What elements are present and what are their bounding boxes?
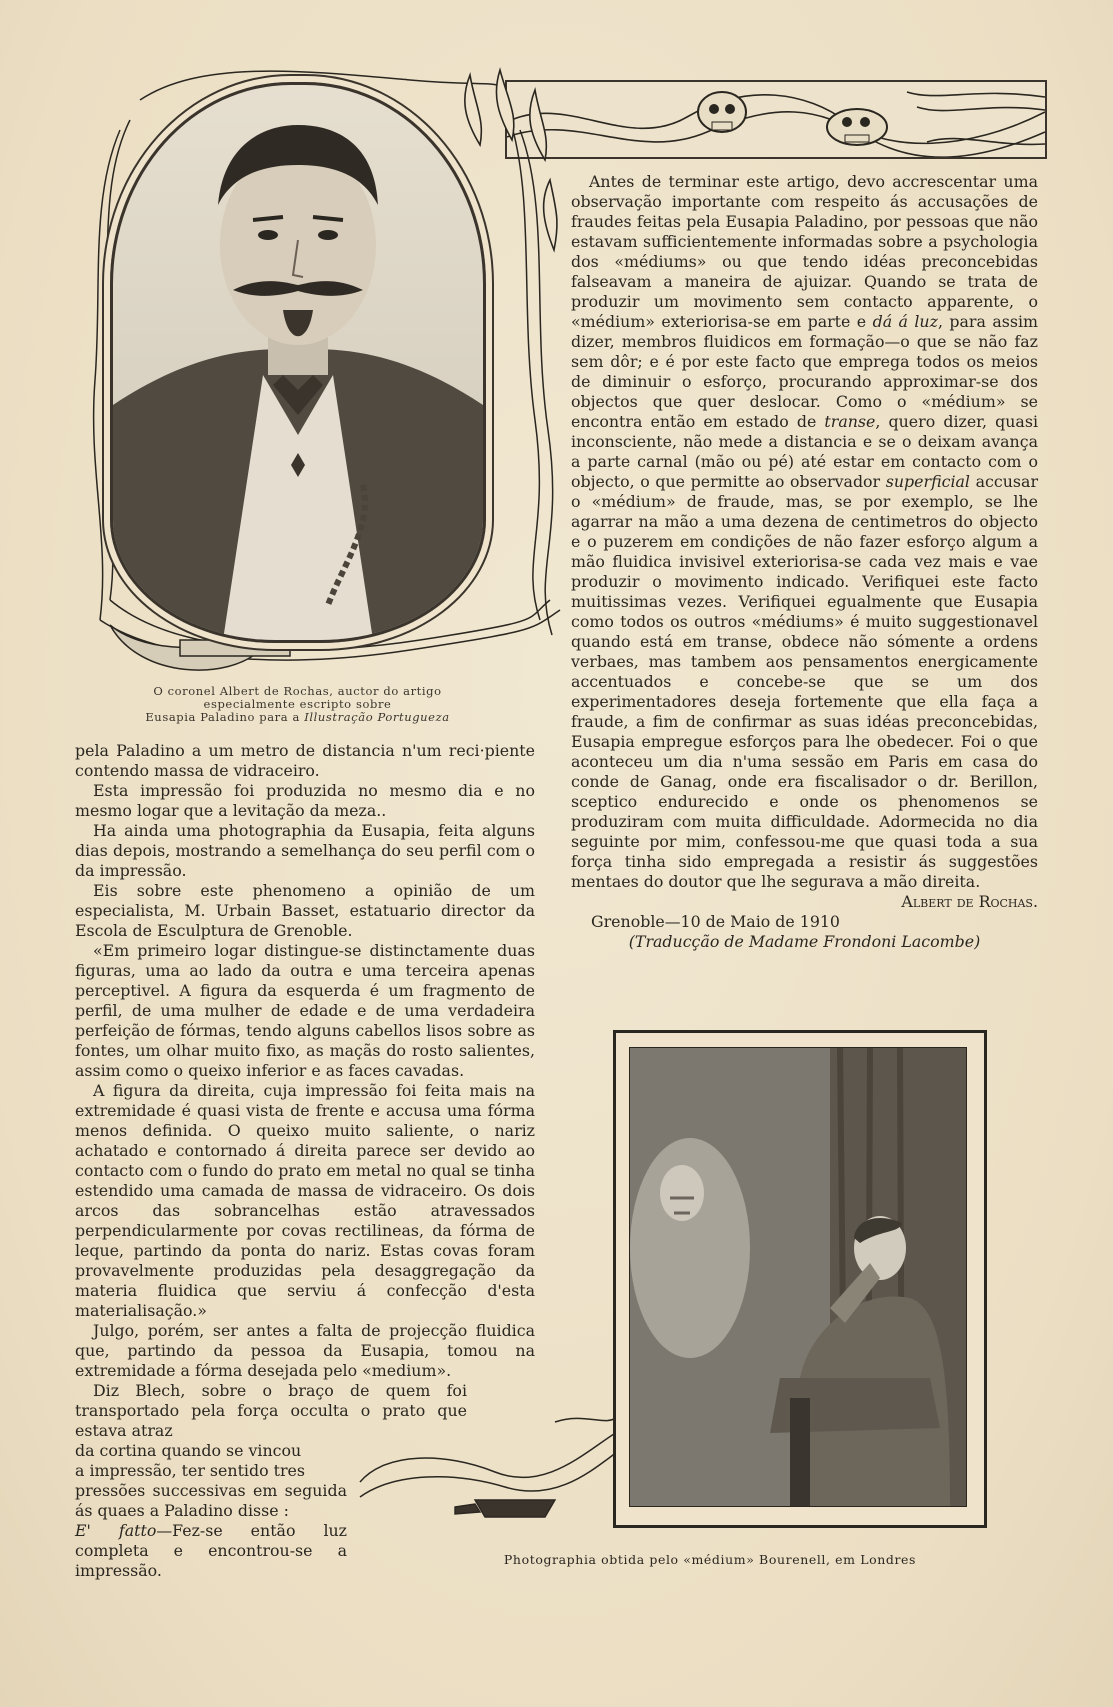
publication-name: Illustração Portugueza bbox=[304, 710, 450, 724]
paragraph-segment: Antes de terminar este artigo, devo accrescentar uma observação importante com respeito ás accusações de fraudes feitas pela Eusapia Paladino, por pessoas que não estavam sufficientemente informadas sobre a psychologia dos «médiums» ou que tendo idéas preconcebidas falseavam a maneira de ajuizar. Quando se trata de produzir um movimento sem contacto apparente, o «médium» exteriorisa-se em parte e bbox=[571, 172, 1038, 331]
bottom-ornament bbox=[355, 1412, 620, 1532]
caption-line: O coronel Albert de Rochas, auctor do artigo bbox=[153, 684, 442, 698]
author-signature: Albert de Rochas. bbox=[901, 892, 1038, 911]
photo-caption: Photographia obtida pelo «médium» Bourenell, em Londres bbox=[503, 1552, 917, 1567]
translation-credit: (Traducção de Madame Frondoni Lacombe) bbox=[628, 932, 981, 951]
paragraph-line: a impressão, ter sentido tres bbox=[75, 1461, 305, 1480]
italic-phrase: dá á luz bbox=[872, 312, 938, 331]
paragraph: Ha ainda uma photographia da Eusapia, feita alguns dias depois, mostrando a semelhança do seu perfil com o da impressão. bbox=[75, 821, 535, 880]
italic-quote: E' fatto bbox=[75, 1521, 157, 1540]
caption-line: especialmente escripto sobre bbox=[203, 697, 392, 711]
spirit-photograph bbox=[629, 1047, 967, 1507]
paragraph-segment: , quero dizer, quasi inconsciente, não mede a distancia e se o deixam avança a parte carnal (mão ou pé) até estar em contacto com o objecto, o que permitte ao observador bbox=[571, 412, 1038, 491]
right-column-text bbox=[571, 172, 1038, 952]
portrait-image-albert-de-rochas bbox=[110, 82, 486, 643]
italic-phrase: superficial bbox=[885, 472, 970, 491]
paragraph: Eis sobre este phenomeno a opinião de um especialista, M. Urbain Basset, estatuario director da Escola de Esculptura de Grenoble. bbox=[75, 881, 535, 940]
paragraph: Diz Blech, sobre o braço de quem foi transportado pela força occulta o prato que estava atraz bbox=[75, 1381, 467, 1440]
paragraph: pela Paladino a um metro de distancia n'um reci·piente contendo massa de vidraceiro. bbox=[75, 741, 535, 780]
paragraph: Julgo, porém, ser antes a falta de projecção fluidica que, partindo da pessoa da Eusapia, tomou na extremidade a fórma desejada pelo «medium». bbox=[75, 1321, 535, 1380]
dateline: Grenoble—10 de Maio de 1910 bbox=[591, 912, 840, 931]
paragraph-line: pressões successivas em seguida ás quaes a Paladino disse : bbox=[75, 1481, 347, 1520]
italic-phrase: transe bbox=[824, 412, 876, 431]
caption-line: Eusapia Paladino para a bbox=[145, 710, 300, 724]
paragraph-segment: , para assim dizer, membros fluidicos em formação—o que se não faz sem dôr; e é por este facto que emprega todos os meios de diminuir o esforço, procurando approximar-se dos objectos que quer deslocar. Como o «médium» se encontra então em estado de bbox=[571, 312, 1038, 431]
paragraph-segment: accusar o «médium» de fraude, mas, se por exemplo, se lhe agarrar na mão a uma dezena de centimetros do objecto e o puzerem em condições de não fazer esforço algum a mão fluidica invisivel exteriorisa-se cada vez mais e vae produzir o movimento indicado. Verifiquei este facto muitissimas vezes. Verifiquei egualmente que Eusapia como todos os outros «médiums» é muito suggestionavel quando está em transe, obdece não sómente a ordens verbaes, mas tambem aos pensamentos energicamente accentuados e concebe-se que se um dos experimentadores deseja fortemente que ella faça a fraude, a fim de confirmar as suas idéas preconcebidas, Eusapia empregue esforços para lhe obedecer. Foi o que aconteceu um dia n'uma sessão em Paris em casa do conde de Ganag, onde era fiscalisador o dr. Berillon, sceptico endurecido e onde os phenomenos se produziram com muita difficuldade. Adormecida no dia seguinte por mim, confessou-me que quasi toda a sua força tinha sido empregada a resistir ás suggestões mentaes do doutor que lhe segurava a mão direita. bbox=[571, 472, 1039, 891]
paragraph: «Em primeiro logar distingue-se distinctamente duas figuras, uma ao lado da outra e uma terceira apenas perceptivel. A figura da esquerda é um fragmento de perfil, de uma mulher de edade e de uma verdadeira perfeição de fórmas, tendo alguns cabellos lisos sobre as fontes, um olhar muito fixo, as maçãs do rosto salientes, assim como o queixo inferior e as faces cavadas. bbox=[75, 941, 535, 1080]
portrait-caption bbox=[110, 685, 485, 724]
spirit-photograph-frame bbox=[613, 1030, 987, 1528]
paragraph-line: —Fez-se então luz completa e encontrou-se a impressão. bbox=[75, 1521, 347, 1580]
paragraph: A figura da direita, cuja impressão foi feita mais na extremidade é quasi vista de frente e accusa uma fórma menos definida. O queixo muito saliente, o nariz achatado e contornado á direita parece ser devido ao contacto com o fundo do prato em metal no qual se tinha estendido uma camada de massa de vidraceiro. Os dois arcos das sobrancelhas estão atravessados perpendicularmente por covas rectilineas, da fórma de leque, partindo da ponta do nariz. Estas covas foram provavelmente produzidas pela desaggregação da materia fluidica que serviu á confecção d'esta materialisação.» bbox=[75, 1081, 535, 1320]
paragraph: Esta impressão foi produzida no mesmo dia e no mesmo logar que a levitação da meza.. bbox=[75, 781, 535, 820]
paragraph-line: da cortina quando se vincou bbox=[75, 1441, 302, 1460]
